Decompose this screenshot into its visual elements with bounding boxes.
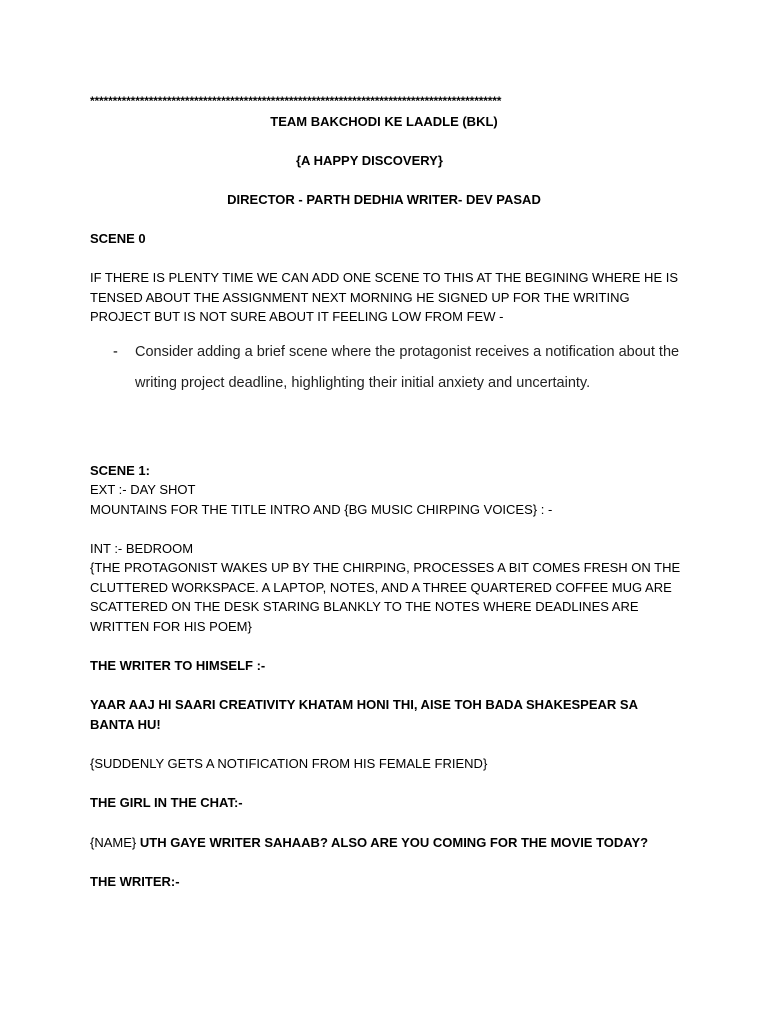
- name-placeholder: {NAME}: [90, 835, 137, 850]
- action-line-4: WRITTEN FOR HIS POEM}: [90, 619, 252, 634]
- scene1-heading: SCENE 1:: [90, 463, 150, 478]
- scene0-line-3: PROJECT BUT IS NOT SURE ABOUT IT FEELING LOW FROM FEW -: [90, 309, 504, 324]
- star-separator: *******************************************************************************************: [90, 94, 502, 108]
- scene0-suggestion: Consider adding a brief scene where the protagonist receives a notification about the writing project deadline, highlighting their initial anxiety and uncertainty.: [135, 344, 680, 391]
- notification-action: {SUDDENLY GETS A NOTIFICATION FROM HIS FEMALE FRIEND}: [90, 756, 488, 771]
- action-line-2: CLUTTERED WORKSPACE. A LAPTOP, NOTES, AND A THREE QUARTERED COFFEE MUG ARE: [90, 580, 672, 595]
- action-line-1: {THE PROTAGONIST WAKES UP BY THE CHIRPING, PROCESSES A BIT COMES FRESH ON THE: [90, 560, 681, 575]
- action-line-3: SCATTERED ON THE DESK STARING BLANKLY TO THE NOTES WHERE DEADLINES ARE: [90, 599, 639, 614]
- girl-dialogue: UTH GAYE WRITER SAHAAB? ALSO ARE YOU COMING FOR THE MOVIE TODAY?: [136, 835, 649, 850]
- credits-line: DIRECTOR - PARTH DEDHIA WRITER- DEV PASAD: [227, 192, 541, 207]
- dialogue-line-1: YAAR AAJ HI SAARI CREATIVITY KHATAM HONI THI, AISE TOH BADA SHAKESPEAR SA: [90, 697, 638, 712]
- story-subtitle: {A HAPPY DISCOVERY}: [296, 153, 443, 168]
- girl-chat-label: THE GIRL IN THE CHAT:-: [90, 795, 243, 810]
- girl-chat-line: [90, 833, 648, 853]
- dialogue-line-2: BANTA HU!: [90, 717, 161, 732]
- writer-label: THE WRITER:-: [90, 874, 180, 889]
- team-title: TEAM BAKCHODI KE LAADLE (BKL): [270, 114, 498, 129]
- scene1-mountains: MOUNTAINS FOR THE TITLE INTRO AND {BG MUSIC CHIRPING VOICES} : -: [90, 502, 553, 517]
- scene1-ext: EXT :- DAY SHOT: [90, 482, 196, 497]
- scene0-line-1: IF THERE IS PLENTY TIME WE CAN ADD ONE SCENE TO THIS AT THE BEGINING WHERE HE IS: [90, 270, 679, 285]
- bullet-marker: -: [113, 344, 118, 360]
- scene0-heading: SCENE 0: [90, 231, 146, 246]
- writer-to-himself-label: THE WRITER TO HIMSELF :-: [90, 658, 266, 673]
- scene0-line-2: TENSED ABOUT THE ASSIGNMENT NEXT MORNING HE SIGNED UP FOR THE WRITING: [90, 290, 630, 305]
- scene1-int: INT :- BEDROOM: [90, 541, 194, 556]
